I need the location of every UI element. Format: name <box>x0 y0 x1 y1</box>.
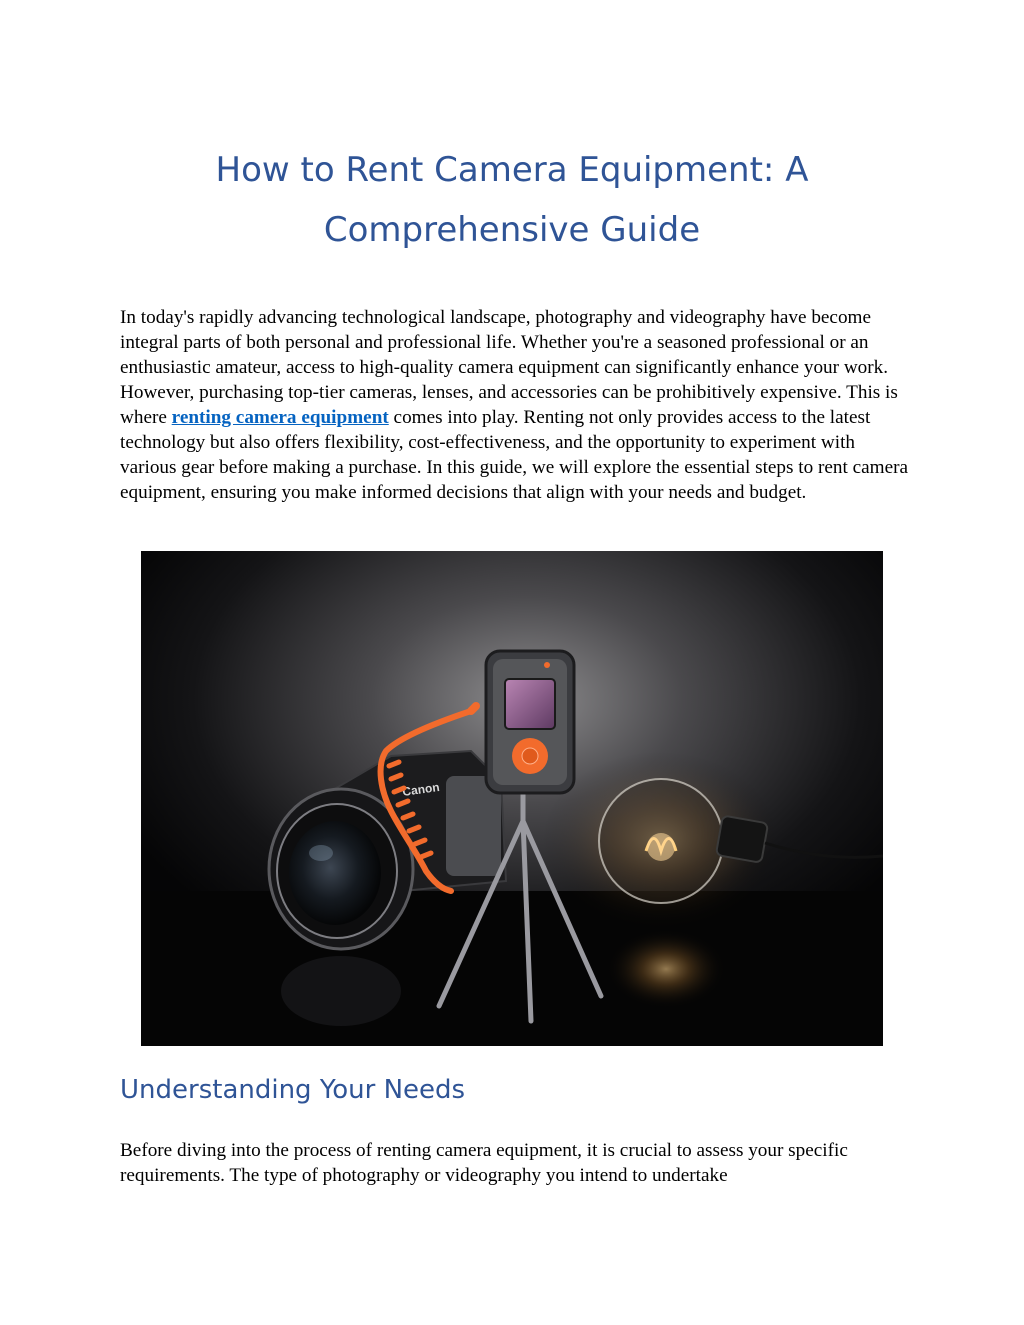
title-line-1: How to Rent Camera Equipment: A <box>215 150 809 190</box>
intro-text-after-link: comes into play. Renting not only provides access to the latest technology but also offers flexibility, cost-effectiveness, and the opportunity to experiment with various gear before making a purchase. In this guide, we will explore the essential steps to rent camera equipment, ensuring you make informed decisions that align with your needs and budget. <box>120 407 909 503</box>
camera-brand-label: Canon <box>401 779 441 799</box>
remote-device <box>486 651 574 793</box>
section-paragraph: Before diving into the process of renting camera equipment, it is crucial to assess your specific requirements. The type of photography or videography you intend to undertake <box>120 1140 848 1186</box>
renting-camera-equipment-link[interactable]: renting camera equipment <box>171 407 389 428</box>
intro-text-before-link: In today's rapidly advancing technological landscape, photography and videography have become integral parts of both personal and professional life. Whether you're a seasoned professional or an enthusiastic amateur, access to high-quality camera equipment can significantly enhance your work. However, purchasing top-tier cameras, lenses, and accessories can be prohibitively expensive. This is where <box>120 307 898 428</box>
bulb-reflection <box>606 929 726 1009</box>
section-heading: Understanding Your Needs <box>120 1075 466 1105</box>
title-line-2: Comprehensive Guide <box>323 210 701 250</box>
intro-paragraph <box>120 305 910 505</box>
camera-lens <box>269 789 413 1026</box>
camera-equipment-photo <box>141 551 883 1046</box>
page-title <box>120 140 904 260</box>
reflective-surface <box>141 891 883 1046</box>
